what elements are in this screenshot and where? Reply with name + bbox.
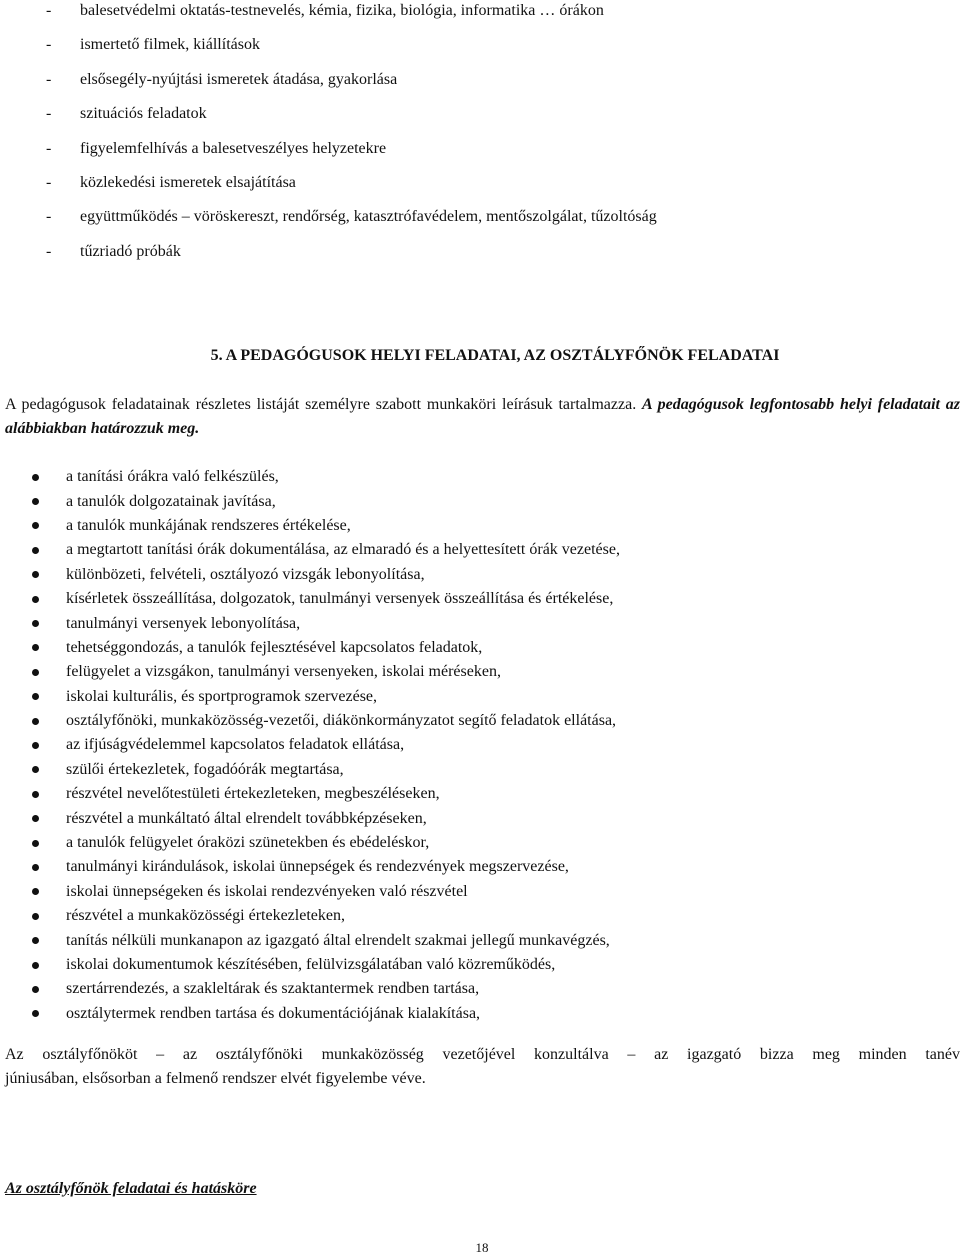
bullet-list-item bbox=[29, 782, 620, 806]
dash-marker: - bbox=[46, 36, 52, 54]
bullet-list-item-text: tehetséggondozás, a tanulók fejlesztésével kapcsolatos feladatok, bbox=[66, 638, 483, 656]
bullet-list-item bbox=[29, 953, 620, 977]
bullet-dot-icon bbox=[32, 766, 39, 773]
bullet-dot-icon bbox=[32, 888, 39, 895]
bullet-list-item-text: részvétel a munkáltató által elrendelt továbbképzéseken, bbox=[66, 809, 427, 827]
dash-list-item bbox=[46, 172, 657, 206]
dash-list-item bbox=[46, 0, 657, 34]
bullet-list-item-text: tanítás nélküli munkanapon az igazgató által elrendelt szakmai jellegű munkavégzés, bbox=[66, 931, 610, 949]
bullet-list-item-text: részvétel nevelőtestületi értekezleteken, megbeszéléseken, bbox=[66, 785, 440, 803]
dash-list-item-text: közlekedési ismeretek elsajátítása bbox=[80, 173, 296, 191]
bullet-list-item bbox=[29, 514, 620, 538]
bullet-list-item bbox=[29, 709, 620, 733]
bullet-list-item-text: szülői értekezletek, fogadóórák megtartása, bbox=[66, 760, 344, 778]
bullet-list-item-text: az ifjúságvédelemmel kapcsolatos feladatok ellátása, bbox=[66, 736, 405, 754]
dash-list-item bbox=[46, 138, 657, 172]
bullet-list-item bbox=[29, 685, 620, 709]
bullet-list-item bbox=[29, 758, 620, 782]
dash-marker: - bbox=[46, 173, 52, 191]
intro-text: A pedagógusok feladatainak részletes listáját személyre szabott munkaköri leírásuk tartalmazza. bbox=[5, 396, 643, 413]
bullet-list-item bbox=[29, 831, 620, 855]
closing-paragraph bbox=[5, 1043, 960, 1091]
closing-line-1: Az osztályfőnököt – az osztályfőnöki munkaközösség vezetőjével konzultálva – az igazgató bizza meg minden tanév bbox=[5, 1046, 960, 1063]
bullet-list-item-text: osztálytermek rendben tartása és dokumentációjának kialakítása, bbox=[66, 1004, 481, 1022]
bullet-dot-icon bbox=[32, 1010, 39, 1017]
bullet-dot-icon bbox=[32, 937, 39, 944]
bullet-list-item bbox=[29, 855, 620, 879]
bullet-dot-icon bbox=[32, 791, 39, 798]
bullet-list-item-text: különbözeti, felvételi, osztályozó vizsgák lebonyolítása, bbox=[66, 565, 425, 583]
sub-heading: Az osztályfőnök feladatai és hatásköre bbox=[5, 1180, 257, 1197]
bullet-list-item-text: a tanulók munkájának rendszeres értékelése, bbox=[66, 516, 351, 534]
bullet-dot-icon bbox=[32, 693, 39, 700]
bullet-dot-icon bbox=[32, 962, 39, 969]
bullet-list-item bbox=[29, 587, 620, 611]
dash-list-item-text: figyelemfelhívás a balesetveszélyes helyzetekre bbox=[80, 139, 387, 157]
bullet-list-item bbox=[29, 977, 620, 1001]
bullet-list-item-text: a tanulók dolgozatainak javítása, bbox=[66, 492, 276, 510]
page-number: 18 bbox=[475, 1240, 489, 1255]
bullet-list-item bbox=[29, 806, 620, 830]
bullet-list-item-text: a megtartott tanítási órák dokumentálása, az elmaradó és a helyettesített órák vezetése, bbox=[66, 541, 620, 559]
bullet-list-item bbox=[29, 611, 620, 635]
bullet-list-item bbox=[29, 636, 620, 660]
bullet-dot-icon bbox=[32, 669, 39, 676]
bullet-list-item bbox=[29, 733, 620, 757]
bullet-list-item-text: szertárrendezés, a szakleltárak és szaktantermek rendben tartása, bbox=[66, 980, 480, 998]
bullet-list-item-text: osztályfőnöki, munkaközösség-vezetői, diákönkormányzatot segítő feladatok ellátása, bbox=[66, 712, 617, 730]
dash-marker: - bbox=[46, 139, 52, 157]
dash-list-item-text: szituációs feladatok bbox=[80, 105, 207, 123]
dash-list-item bbox=[46, 103, 657, 137]
dash-marker: - bbox=[46, 2, 52, 19]
bullet-dot-icon bbox=[32, 596, 39, 603]
bullet-dot-icon bbox=[32, 913, 39, 920]
dash-list-item-text: ismertető filmek, kiállítások bbox=[80, 36, 260, 54]
bullet-list-item bbox=[29, 489, 620, 513]
bullet-list-item bbox=[29, 660, 620, 684]
section-intro bbox=[5, 393, 960, 441]
bullet-list-item-text: tanulmányi versenyek lebonyolítása, bbox=[66, 614, 301, 632]
bullet-list-item-text: felügyelet a vizsgákon, tanulmányi versenyeken, iskolai méréseken, bbox=[66, 663, 501, 681]
dash-list-item-text: együttműködés – vöröskereszt, rendőrség, katasztrófavédelem, mentőszolgálat, tűzoltóság bbox=[80, 208, 657, 226]
dash-marker: - bbox=[46, 105, 52, 123]
bullet-dot-icon bbox=[32, 522, 39, 529]
bullet-list-item bbox=[29, 1002, 620, 1026]
bullet-dot-icon bbox=[32, 571, 39, 578]
dash-marker: - bbox=[46, 242, 52, 260]
bullet-list-item-text: iskolai dokumentumok készítésében, felülvizsgálatában való közreműködés, bbox=[66, 956, 556, 973]
bullet-list-item-text: kísérletek összeállítása, dolgozatok, tanulmányi versenyek összeállítása és értékelése, bbox=[66, 590, 614, 608]
bullet-dot-icon bbox=[32, 644, 39, 651]
bullet-list-item bbox=[29, 904, 620, 928]
section-heading: 5. A PEDAGÓGUSOK HELYI FELADATAI, AZ OSZTÁLYFŐNÖK FELADATAI bbox=[210, 347, 780, 364]
bullet-dot-icon bbox=[32, 718, 39, 725]
bullet-dot-icon bbox=[32, 498, 39, 505]
safety-activities-list bbox=[46, 0, 657, 275]
bullet-list-item bbox=[29, 563, 620, 587]
bullet-list-item bbox=[29, 928, 620, 952]
bullet-list-item bbox=[29, 538, 620, 562]
bullet-dot-icon bbox=[32, 620, 39, 627]
dash-list-item-text: elsősegély-nyújtási ismeretek átadása, gyakorlása bbox=[80, 70, 398, 88]
bullet-list-item bbox=[29, 880, 620, 904]
bullet-list-item-text: a tanítási órákra való felkészülés, bbox=[66, 468, 279, 486]
bullet-list-item-text: tanulmányi kirándulások, iskolai ünnepségek és rendezvények megszervezése, bbox=[66, 858, 569, 876]
bullet-dot-icon bbox=[32, 474, 39, 481]
bullet-dot-icon bbox=[32, 742, 39, 749]
bullet-dot-icon bbox=[32, 840, 39, 847]
bullet-list-item-text: iskolai ünnepségeken és iskolai rendezvényeken való részvétel bbox=[66, 882, 468, 900]
dash-list-item-text: tűzriadó próbák bbox=[80, 242, 181, 260]
bullet-dot-icon bbox=[32, 815, 39, 822]
intro-emphasis: A pedagógusok legfontosabb helyi feladatait az alábbiakban határozzuk meg. bbox=[5, 396, 960, 437]
dash-list-item bbox=[46, 206, 657, 240]
dash-list-item bbox=[46, 34, 657, 68]
bullet-dot-icon bbox=[32, 547, 39, 554]
bullet-list-item-text: részvétel a munkaközösségi értekezleteken, bbox=[66, 907, 345, 925]
dash-list-item bbox=[46, 69, 657, 103]
bullet-list-item-text: iskolai kulturális, és sportprogramok szervezése, bbox=[66, 687, 378, 705]
closing-line-2: júniusában, elsősorban a felmenő rendszer elvét figyelembe véve. bbox=[5, 1070, 426, 1087]
bullet-list-item-text: a tanulók felügyelet óraközi szünetekben és ebédeléskor, bbox=[66, 834, 430, 852]
teacher-duties-list bbox=[29, 465, 620, 1026]
bullet-list-item bbox=[29, 465, 620, 489]
dash-list-item-text: balesetvédelmi oktatás-testnevelés, kémia, fizika, biológia, informatika … órákon bbox=[80, 2, 604, 19]
dash-marker: - bbox=[46, 70, 52, 88]
dash-list-item bbox=[46, 241, 657, 275]
bullet-dot-icon bbox=[32, 864, 39, 871]
dash-marker: - bbox=[46, 208, 52, 226]
bullet-dot-icon bbox=[32, 986, 39, 993]
